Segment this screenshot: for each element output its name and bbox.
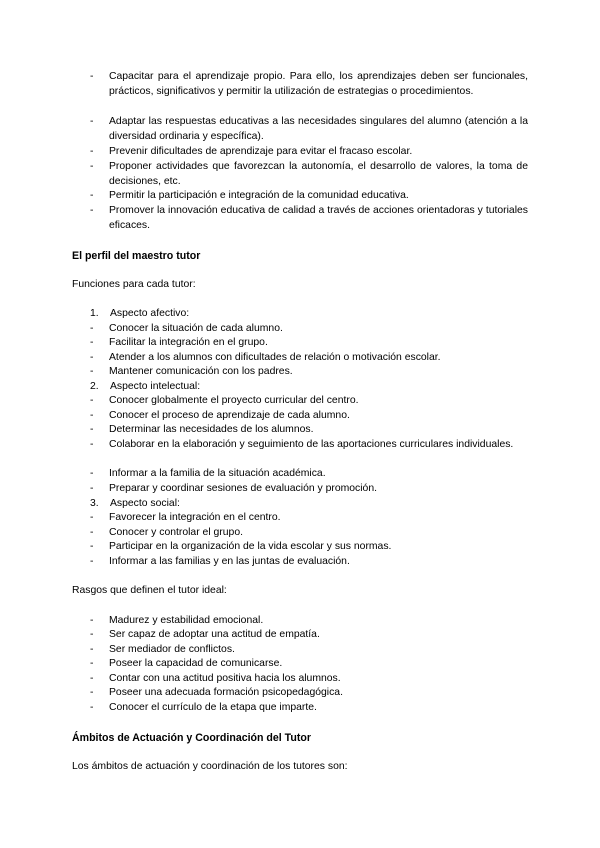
- paragraph: Rasgos que definen el tutor ideal:: [72, 585, 227, 596]
- bullet-dash: -: [90, 366, 94, 377]
- bullet-dash: -: [90, 483, 94, 494]
- bullet-dash: -: [90, 644, 94, 655]
- bullet-dash: -: [90, 615, 94, 626]
- list-item-text: Poseer la capacidad de comunicarse.: [109, 658, 283, 669]
- bullet-dash: -: [90, 556, 94, 567]
- paragraph: Los ámbitos de actuación y coordinación de los tutores son:: [72, 761, 348, 772]
- list-item-text: Permitir la participación e integración de la comunidad educativa.: [109, 190, 409, 201]
- section-heading: El perfil del maestro tutor: [72, 250, 201, 262]
- list-item-text: Proponer actividades que favorezcan la autonomía, el desarrollo de valores, la toma de decisiones, etc.: [109, 161, 528, 187]
- bullet-dash: -: [90, 702, 94, 713]
- numbered-item-label: Aspecto intelectual:: [110, 381, 201, 392]
- list-item-text: Favorecer la integración en el centro.: [109, 512, 281, 523]
- item-number: 2.: [90, 381, 99, 392]
- list-item: [72, 70, 528, 114]
- list-item-text: Facilitar la integración en el grupo.: [109, 337, 268, 348]
- list-item-text: Conocer la situación de cada alumno.: [109, 323, 283, 334]
- bullet-dash: -: [90, 146, 94, 157]
- item-number: 1.: [90, 308, 99, 319]
- list-item-text: Promover la innovación educativa de calidad a través de acciones orientadoras y tutoriales eficaces.: [109, 205, 528, 231]
- list-item-text: Informar a la familia de la situación académica.: [109, 468, 326, 479]
- bullet-dash: -: [90, 337, 94, 348]
- list-item-text: Contar con una actitud positiva hacia los alumnos.: [109, 673, 341, 684]
- bullet-dash: -: [90, 410, 94, 421]
- list-item-text: Prevenir dificultades de aprendizaje para evitar el fracaso escolar.: [109, 146, 413, 157]
- list-item-text: Ser capaz de adoptar una actitud de empatía.: [109, 629, 320, 640]
- bullet-dash: -: [90, 541, 94, 552]
- bullet-dash: -: [90, 323, 94, 334]
- list-item-text: Mantener comunicación con los padres.: [109, 366, 293, 377]
- list-item-text: Adaptar las respuestas educativas a las necesidades singulares del alumno (atención a la diversidad ordinaria y específica).: [109, 116, 528, 142]
- list-item: [72, 204, 528, 234]
- bullet-dash: -: [90, 205, 94, 216]
- bullet-dash: -: [90, 512, 94, 523]
- bullet-dash: -: [90, 190, 94, 201]
- bullet-dash: -: [90, 468, 94, 479]
- list-item: [72, 115, 528, 145]
- bullet-dash: -: [90, 395, 94, 406]
- list-item-text: Colaborar en la elaboración y seguimiento de las aportaciones curriculares individuales.: [109, 439, 514, 450]
- bullet-dash: -: [90, 673, 94, 684]
- item-number: 3.: [90, 498, 99, 509]
- list-item-text: Conocer globalmente el proyecto curricular del centro.: [109, 395, 359, 406]
- list-item-text: Participar en la organización de la vida escolar y sus normas.: [109, 541, 392, 552]
- list-item-text: Determinar las necesidades de los alumnos.: [109, 424, 314, 435]
- list-item-text: Capacitar para el aprendizaje propio. Para ello, los aprendizajes deben ser funcionales, prácticos, significativos y permitir la utilización de estrategias o procedimientos.: [109, 71, 528, 97]
- bullet-dash: -: [90, 352, 94, 363]
- list-item-text: Conocer el currículo de la etapa que imparte.: [109, 702, 317, 713]
- list-item-text: Atender a los alumnos con dificultades de relación o motivación escolar.: [109, 352, 441, 363]
- list-item-text: Poseer una adecuada formación psicopedagógica.: [109, 687, 343, 698]
- list-item-text: Preparar y coordinar sesiones de evaluación y promoción.: [109, 483, 377, 494]
- bullet-dash: -: [90, 629, 94, 640]
- list-item-text: Ser mediador de conflictos.: [109, 644, 235, 655]
- list-item-text: Informar a las familias y en las juntas de evaluación.: [109, 556, 350, 567]
- bullet-dash: -: [90, 439, 94, 450]
- bullet-dash: -: [90, 527, 94, 538]
- list-item-text: Madurez y estabilidad emocional.: [109, 615, 264, 626]
- list-item: [72, 438, 528, 468]
- list-item: [72, 160, 528, 190]
- bullet-dash: -: [90, 687, 94, 698]
- bullet-dash: -: [90, 116, 94, 127]
- section-heading: Ámbitos de Actuación y Coordinación del Tutor: [72, 732, 311, 744]
- paragraph: Funciones para cada tutor:: [72, 279, 196, 290]
- numbered-item-label: Aspecto social:: [110, 498, 180, 509]
- list-item-text: Conocer y controlar el grupo.: [109, 527, 243, 538]
- numbered-item-label: Aspecto afectivo:: [110, 308, 190, 319]
- list-item-text: Conocer el proceso de aprendizaje de cada alumno.: [109, 410, 350, 421]
- bullet-dash: -: [90, 161, 94, 172]
- bullet-dash: -: [90, 658, 94, 669]
- bullet-dash: -: [90, 71, 94, 82]
- bullet-dash: -: [90, 424, 94, 435]
